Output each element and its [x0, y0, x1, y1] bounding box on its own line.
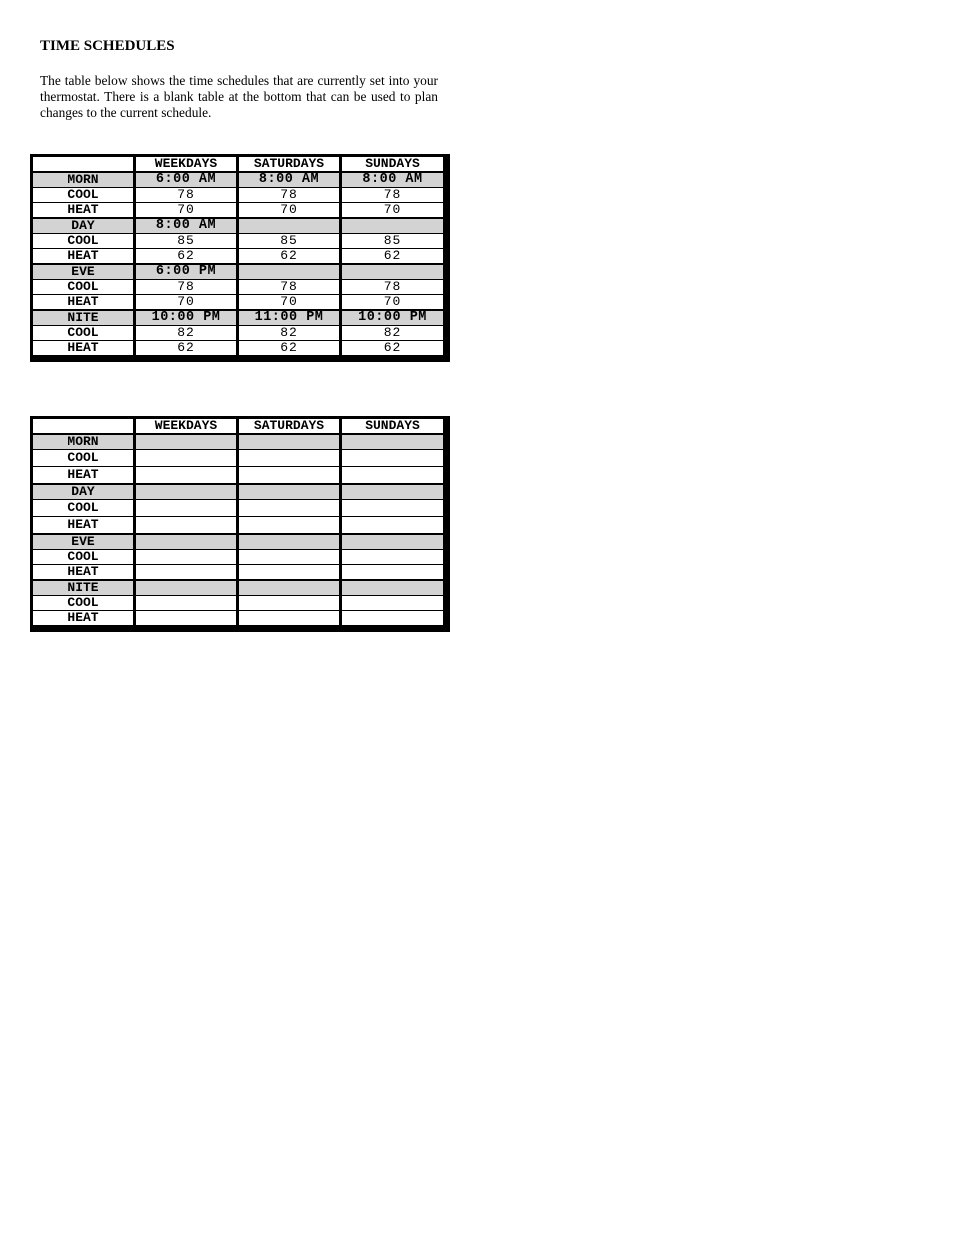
- cool-value: 78: [341, 280, 444, 295]
- heat-value: 70: [238, 203, 341, 219]
- blank-cell: [238, 596, 341, 611]
- page-title: TIME SCHEDULES: [40, 38, 175, 54]
- heat-value: 62: [135, 249, 238, 265]
- period-row-morn: [33, 434, 444, 450]
- time-cell: [341, 264, 444, 280]
- time-cell: [238, 264, 341, 280]
- blank-cell: [341, 450, 444, 467]
- blank-cell: [135, 467, 238, 485]
- current-schedule-table: [30, 154, 450, 362]
- cool-value: 78: [238, 280, 341, 295]
- cool-label: COOL: [33, 450, 135, 467]
- heat-value: 62: [135, 341, 238, 356]
- cool-label: COOL: [33, 326, 135, 341]
- time-cell: 8:00 AM: [341, 172, 444, 188]
- period-row-day: [33, 218, 444, 234]
- blank-cell: [135, 550, 238, 565]
- cool-row: [33, 234, 444, 249]
- heat-value: 70: [238, 295, 341, 311]
- header-saturdays: SATURDAYS: [238, 157, 341, 173]
- period-label: DAY: [33, 218, 135, 234]
- heat-label: HEAT: [33, 565, 135, 581]
- cool-value: 78: [135, 280, 238, 295]
- cool-value: 85: [238, 234, 341, 249]
- blank-time-cell: [238, 534, 341, 550]
- blank-cell: [341, 517, 444, 535]
- blank-cell: [238, 467, 341, 485]
- heat-value: 70: [341, 203, 444, 219]
- blank-time-cell: [135, 534, 238, 550]
- blank-time-cell: [135, 434, 238, 450]
- heat-label: HEAT: [33, 295, 135, 311]
- cool-row: [33, 450, 444, 467]
- heat-row: [33, 467, 444, 485]
- period-label: EVE: [33, 534, 135, 550]
- heat-label: HEAT: [33, 341, 135, 356]
- time-cell: 8:00 AM: [238, 172, 341, 188]
- blank-cell: [238, 517, 341, 535]
- heat-row: [33, 295, 444, 311]
- header-sundays: SUNDAYS: [341, 157, 444, 173]
- heat-row: [33, 565, 444, 581]
- blank-cell: [135, 611, 238, 626]
- time-cell: 10:00 PM: [135, 310, 238, 326]
- cool-value: 78: [238, 188, 341, 203]
- heat-row: [33, 611, 444, 626]
- blank-cell: [238, 611, 341, 626]
- blank-time-cell: [341, 534, 444, 550]
- heat-value: 62: [341, 341, 444, 356]
- header-saturdays: SATURDAYS: [238, 419, 341, 435]
- cool-label: COOL: [33, 188, 135, 203]
- period-row-eve: [33, 534, 444, 550]
- heat-value: 70: [341, 295, 444, 311]
- cool-value: 78: [135, 188, 238, 203]
- header-weekdays: WEEKDAYS: [135, 157, 238, 173]
- period-label: NITE: [33, 310, 135, 326]
- blank-schedule-table: [30, 416, 450, 632]
- cool-label: COOL: [33, 234, 135, 249]
- cool-row: [33, 326, 444, 341]
- heat-value: 62: [341, 249, 444, 265]
- period-row-eve: [33, 264, 444, 280]
- table-header-row: [33, 157, 444, 173]
- heat-label: HEAT: [33, 517, 135, 535]
- time-cell: 8:00 AM: [135, 218, 238, 234]
- blank-cell: [341, 467, 444, 485]
- cool-label: COOL: [33, 500, 135, 517]
- period-row-day: [33, 484, 444, 500]
- time-cell: [238, 218, 341, 234]
- header-corner-cell: [33, 419, 135, 435]
- heat-row: [33, 203, 444, 219]
- time-cell: [341, 218, 444, 234]
- blank-time-cell: [135, 484, 238, 500]
- period-label: MORN: [33, 434, 135, 450]
- cool-value: 78: [341, 188, 444, 203]
- cool-row: [33, 500, 444, 517]
- cool-value: 85: [135, 234, 238, 249]
- blank-cell: [135, 450, 238, 467]
- cool-value: 85: [341, 234, 444, 249]
- heat-value: 62: [238, 249, 341, 265]
- blank-time-cell: [341, 580, 444, 596]
- header-sundays: SUNDAYS: [341, 419, 444, 435]
- heat-row: [33, 249, 444, 265]
- cool-row: [33, 188, 444, 203]
- blank-time-cell: [238, 580, 341, 596]
- blank-cell: [135, 565, 238, 581]
- blank-cell: [135, 517, 238, 535]
- blank-time-cell: [341, 434, 444, 450]
- blank-cell: [238, 500, 341, 517]
- cool-label: COOL: [33, 596, 135, 611]
- blank-cell: [238, 550, 341, 565]
- heat-value: 62: [238, 341, 341, 356]
- heat-label: HEAT: [33, 611, 135, 626]
- blank-time-cell: [341, 484, 444, 500]
- cool-label: COOL: [33, 550, 135, 565]
- cool-row: [33, 550, 444, 565]
- table-header-row: [33, 419, 444, 435]
- blank-cell: [341, 550, 444, 565]
- heat-label: HEAT: [33, 203, 135, 219]
- blank-time-cell: [238, 484, 341, 500]
- blank-cell: [341, 565, 444, 581]
- time-cell: 10:00 PM: [341, 310, 444, 326]
- period-label: DAY: [33, 484, 135, 500]
- blank-cell: [135, 500, 238, 517]
- heat-value: 70: [135, 295, 238, 311]
- time-cell: 11:00 PM: [238, 310, 341, 326]
- blank-cell: [341, 596, 444, 611]
- period-label: MORN: [33, 172, 135, 188]
- heat-label: HEAT: [33, 249, 135, 265]
- intro-paragraph: The table below shows the time schedules that are currently set into your thermostat. There is a blank table at the bottom that can be used to plan changes to the current schedule.: [40, 73, 438, 120]
- blank-time-cell: [135, 580, 238, 596]
- period-label: EVE: [33, 264, 135, 280]
- period-row-nite: [33, 580, 444, 596]
- blank-cell: [238, 450, 341, 467]
- blank-time-cell: [238, 434, 341, 450]
- cool-label: COOL: [33, 280, 135, 295]
- cool-value: 82: [238, 326, 341, 341]
- heat-label: HEAT: [33, 467, 135, 485]
- heat-value: 70: [135, 203, 238, 219]
- header-corner-cell: [33, 157, 135, 173]
- cool-value: 82: [135, 326, 238, 341]
- heat-row: [33, 517, 444, 535]
- time-cell: 6:00 PM: [135, 264, 238, 280]
- header-weekdays: WEEKDAYS: [135, 419, 238, 435]
- time-cell: 6:00 AM: [135, 172, 238, 188]
- period-label: NITE: [33, 580, 135, 596]
- period-row-nite: [33, 310, 444, 326]
- blank-cell: [341, 611, 444, 626]
- blank-cell: [135, 596, 238, 611]
- blank-cell: [238, 565, 341, 581]
- cool-value: 82: [341, 326, 444, 341]
- heat-row: [33, 341, 444, 356]
- period-row-morn: [33, 172, 444, 188]
- blank-cell: [341, 500, 444, 517]
- cool-row: [33, 280, 444, 295]
- cool-row: [33, 596, 444, 611]
